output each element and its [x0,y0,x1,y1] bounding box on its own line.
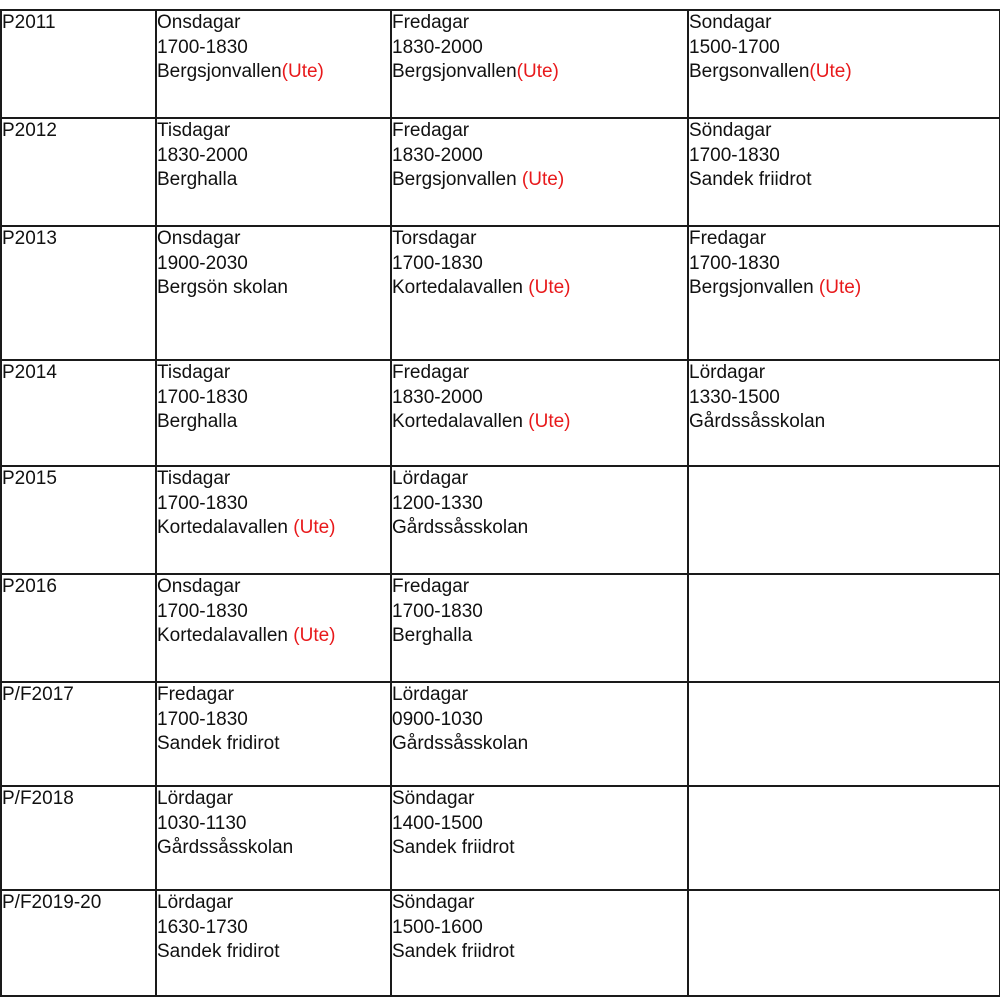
slot-time: 1700-1830 [689,144,780,166]
group-cell [1,682,156,786]
slot-cell [391,226,688,360]
slot-cell [688,10,1000,118]
slot-place: Bergsjonvallen [689,277,819,298]
group-label: P2014 [2,362,57,383]
table-row [1,118,1000,226]
slot-cell [688,226,1000,360]
slot-time: 1700-1830 [392,252,483,274]
slot-place-line [392,276,687,301]
slot-day: Fredagar [689,228,767,249]
slot-time: 1830-2000 [392,144,483,166]
slot-time: 1900-2030 [157,252,248,274]
group-cell [1,118,156,226]
slot-day: Torsdagar [392,228,477,249]
slot-place: Berghalla [392,625,473,646]
slot-place: Bergsjonvallen [392,169,522,190]
slot-day: Lördagar [392,684,469,705]
empty-slot-cell [688,466,1000,574]
slot-time: 0900-1030 [392,708,483,730]
slot-place: Sandek friidrot [392,837,515,858]
slot-time: 1400-1500 [392,812,483,834]
slot-cell [391,466,688,574]
slot-place-line [392,516,687,541]
group-label: P2015 [2,468,57,489]
outdoor-tag: (Ute) [528,277,571,298]
empty-slot-cell [688,574,1000,682]
group-label: P/F2018 [2,788,74,809]
slot-day: Onsdagar [157,576,241,597]
slot-cell [688,360,1000,466]
slot-place: Sandek fridirot [157,733,280,754]
slot-place: Sandek friidrot [689,169,812,190]
slot-day: Fredagar [392,362,470,383]
slot-place-line [392,60,687,85]
slot-day: Lördagar [392,468,469,489]
slot-time: 1830-2000 [392,36,483,58]
slot-day: Söndagar [689,120,772,141]
slot-cell [391,786,688,890]
slot-day: Lördagar [157,892,234,913]
training-schedule-table [0,9,1000,997]
group-label: P/F2019-20 [2,892,102,913]
slot-place-line [689,410,999,435]
slot-place: Gårdssåsskolan [157,837,294,858]
group-cell [1,786,156,890]
empty-slot-cell [688,682,1000,786]
slot-day: Onsdagar [157,12,241,33]
slot-cell [391,682,688,786]
slot-day: Tisdagar [157,120,231,141]
slot-time: 1700-1830 [157,36,248,58]
outdoor-tag: (Ute) [528,411,571,432]
slot-time: 1630-1730 [157,916,248,938]
slot-place: Gårdssåsskolan [689,411,826,432]
slot-day: Fredagar [392,120,470,141]
slot-time: 1700-1830 [157,492,248,514]
slot-time: 1700-1830 [157,386,248,408]
slot-cell [156,466,391,574]
outdoor-tag: (Ute) [293,517,336,538]
slot-cell [156,786,391,890]
slot-place-line [157,624,390,649]
slot-time: 1030-1130 [157,812,247,834]
slot-time: 1700-1830 [157,600,248,622]
group-label: P/F2017 [2,684,74,705]
table-row [1,10,1000,118]
outdoor-tag: (Ute) [281,61,324,82]
slot-day: Söndagar [392,892,475,913]
group-cell [1,10,156,118]
slot-time: 1700-1830 [392,600,483,622]
slot-day: Fredagar [392,12,470,33]
slot-cell [156,10,391,118]
table-row [1,360,1000,466]
group-label: P2013 [2,228,57,249]
slot-day: Fredagar [157,684,235,705]
slot-cell [391,574,688,682]
slot-cell [391,360,688,466]
slot-place: Berghalla [157,169,238,190]
slot-place: Sandek friidrot [392,941,515,962]
slot-place-line [392,410,687,435]
slot-place-line [157,60,390,85]
slot-place-line [392,168,687,193]
slot-place: Bergsön skolan [157,277,288,298]
group-cell [1,466,156,574]
empty-slot-cell [688,786,1000,890]
slot-place-line [689,168,999,193]
slot-cell [156,360,391,466]
slot-cell [391,10,688,118]
slot-cell [156,682,391,786]
slot-day: Lördagar [157,788,234,809]
slot-place-line [157,732,390,757]
slot-place: Kortedalavallen [157,517,294,538]
group-cell [1,226,156,360]
slot-time: 1830-2000 [392,386,483,408]
slot-place: Berghalla [157,411,238,432]
slot-place: Bergsjonvallen [392,61,517,82]
slot-place: Bergsjonvallen [157,61,282,82]
slot-time: 1200-1330 [392,492,483,514]
table-row [1,574,1000,682]
slot-place: Kortedalavallen [157,625,294,646]
slot-place-line [157,836,390,861]
table-row [1,786,1000,890]
outdoor-tag: (Ute) [293,625,336,646]
slot-cell [688,118,1000,226]
slot-place: Sandek fridirot [157,941,280,962]
group-cell [1,890,156,996]
slot-time: 1330-1500 [689,386,780,408]
outdoor-tag: (Ute) [521,169,565,190]
slot-time: 1700-1830 [157,708,248,730]
slot-place-line [392,940,687,965]
slot-place-line [157,276,390,301]
slot-place: Kortedalavallen [392,411,529,432]
slot-place-line [392,732,687,757]
slot-place: Gårdssåsskolan [392,517,529,538]
group-cell [1,574,156,682]
slot-cell [156,890,391,996]
slot-place-line [392,624,687,649]
table-row [1,682,1000,786]
slot-cell [156,574,391,682]
slot-day: Sondagar [689,12,772,33]
slot-time: 1700-1830 [689,252,780,274]
empty-slot-cell [688,890,1000,996]
slot-day: Fredagar [392,576,470,597]
slot-place-line [157,168,390,193]
slot-time: 1500-1700 [689,36,780,58]
slot-place-line [689,276,999,301]
slot-time: 1830-2000 [157,144,248,166]
schedule-body [1,10,1000,996]
slot-day: Lördagar [689,362,766,383]
slot-place-line [392,836,687,861]
slot-cell [391,890,688,996]
slot-day: Tisdagar [157,362,231,383]
slot-day: Onsdagar [157,228,241,249]
slot-place-line [689,60,999,85]
table-row [1,226,1000,360]
group-label: P2016 [2,576,57,597]
table-row [1,890,1000,996]
slot-time: 1500-1600 [392,916,483,938]
outdoor-tag: (Ute) [516,61,559,82]
slot-cell [156,226,391,360]
table-row [1,466,1000,574]
slot-place-line [157,516,390,541]
slot-place: Kortedalavallen [392,277,529,298]
slot-day: Söndagar [392,788,475,809]
slot-day: Tisdagar [157,468,231,489]
group-label: P2011 [2,12,56,33]
slot-place-line [157,410,390,435]
outdoor-tag: (Ute) [809,61,852,82]
group-label: P2012 [2,120,57,141]
slot-place-line [157,940,390,965]
slot-cell [391,118,688,226]
slot-cell [156,118,391,226]
group-cell [1,360,156,466]
slot-place: Gårdssåsskolan [392,733,529,754]
outdoor-tag: (Ute) [818,277,862,298]
slot-place: Bergsonvallen [689,61,810,82]
